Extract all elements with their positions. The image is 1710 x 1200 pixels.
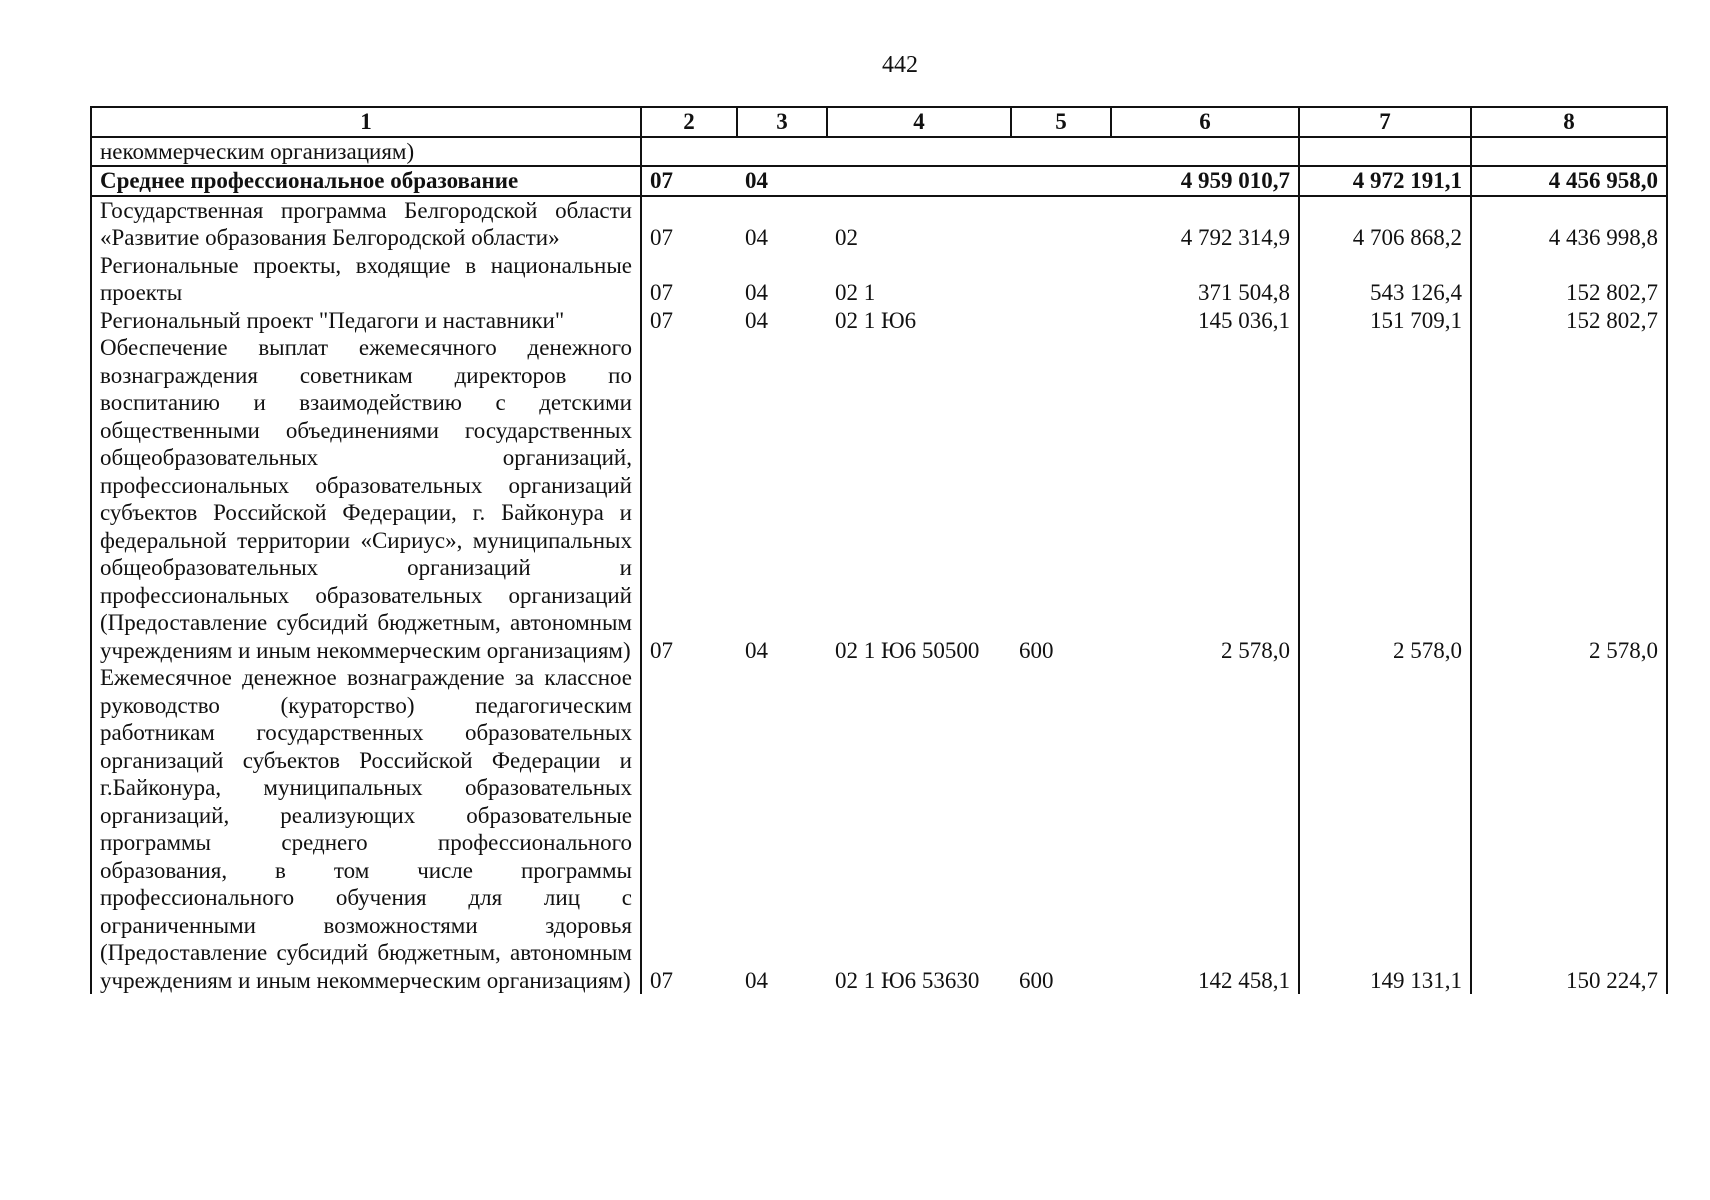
column-header: 7: [1299, 107, 1471, 137]
row-amount-col6: 4 792 314,9: [1180, 225, 1290, 250]
column-header: 6: [1111, 107, 1299, 137]
row-expense-type: [1011, 137, 1111, 167]
row-amount-col7: 2 578,0: [1299, 334, 1471, 664]
row-amount-col8: 2 578,0: [1471, 334, 1667, 664]
row-subsection-code: 04: [745, 967, 768, 993]
column-header: 8: [1471, 107, 1667, 137]
column-header: 5: [1011, 107, 1111, 137]
row-amount-col8: [1471, 137, 1667, 167]
row-amount-col8: 150 224,7: [1471, 664, 1667, 994]
table-row: [91, 252, 1667, 307]
table-row: [91, 307, 1667, 335]
row-subsection-code: 04: [745, 307, 768, 333]
row-subsection-code: 04: [737, 166, 827, 196]
page-number: 442: [882, 52, 918, 78]
table-row-bold: [91, 166, 1667, 196]
row-section-code: 07: [641, 334, 737, 664]
row-amount-col7: 151 709,1: [1299, 307, 1471, 335]
row-section-code: [641, 137, 737, 167]
row-description: Государственная программа Белгородской области «Развитие образования Белгородской области»: [91, 196, 641, 252]
row-section-code: 07: [641, 664, 737, 994]
row-amount-col7: 149 131,1: [1299, 664, 1471, 994]
row-subsection-code: 04: [745, 225, 768, 250]
row-expense-type: [1011, 196, 1111, 252]
row-subsection-code: 04: [745, 637, 768, 663]
row-target-code: [827, 166, 1011, 196]
table-row: [91, 664, 1667, 994]
row-section-code: 07: [641, 166, 737, 196]
row-description: Обеспечение выплат ежемесячного денежного вознаграждения советникам директоров по воспитанию и взаимодействию с детскими общественными объединениями государственных общеобразовательных организаций, профессиональных образовательных организаций субъектов Российской Федерации, г. Байконура и федеральной территории «Сириус», муниципальных общеобразовательных организаций и профессиональных образовательных организаций (Предоставление субсидий бюджетным, автономным учреждениям и иным некоммерческим организациям): [91, 334, 641, 664]
row-section-code: 07: [641, 307, 737, 335]
row-target-code: 02 1 Ю6: [835, 307, 917, 333]
row-target-code: [827, 137, 1011, 167]
row-description: Региональные проекты, входящие в национальные проекты: [91, 252, 641, 307]
row-description: Ежемесячное денежное вознаграждение за классное руководство (кураторство) педагогическим работникам государственных образовательных организаций субъектов Российской Федерации и г.Байконура, муниципальных образовательных организаций, реализующих образовательные программы среднего профессионального образования, в том числе программы профессионального обучения для лиц с ограниченными возможностями здоровья (Предоставление субсидий бюджетным, автономным учреждениям и иным некоммерческим организациям): [91, 664, 641, 994]
row-target-code: 02 1: [835, 280, 876, 305]
row-section-code: 07: [641, 196, 737, 252]
row-amount-col7: 4 972 191,1: [1299, 166, 1471, 196]
row-expense-type: [1011, 252, 1111, 307]
column-header: 2: [641, 107, 737, 137]
row-amount-col6: 145 036,1: [1198, 307, 1290, 333]
table-row: [91, 334, 1667, 664]
row-amount-col6: 371 504,8: [1198, 280, 1290, 305]
row-description: Среднее профессиональное образование: [91, 166, 641, 196]
row-expense-type: [1011, 307, 1111, 335]
header-row: [91, 107, 1667, 137]
column-header: 3: [737, 107, 827, 137]
row-section-code: 07: [641, 252, 737, 307]
row-amount-col8: 4 456 958,0: [1471, 166, 1667, 196]
row-subsection-code: [737, 137, 827, 167]
column-header: 1: [91, 107, 641, 137]
row-amount-col6: 4 959 010,7: [1111, 166, 1299, 196]
table-row: [91, 196, 1667, 252]
budget-table: [90, 106, 1668, 994]
row-amount-col6: 2 578,0: [1221, 637, 1290, 663]
row-target-code: 02 1 Ю6 53630: [835, 967, 980, 993]
row-amount-col6: [1111, 137, 1299, 167]
row-amount-col6: 142 458,1: [1198, 967, 1290, 993]
row-expense-type: 600: [1019, 637, 1054, 663]
row-expense-type: 600: [1019, 967, 1054, 993]
row-amount-col7: 4 706 868,2: [1299, 196, 1471, 252]
row-description: Региональный проект "Педагоги и наставники": [91, 307, 641, 335]
row-subsection-code: 04: [745, 280, 768, 305]
row-amount-col8: 4 436 998,8: [1471, 196, 1667, 252]
row-amount-col8: 152 802,7: [1471, 252, 1667, 307]
row-description: некоммерческим организациям): [91, 137, 641, 167]
column-header: 4: [827, 107, 1011, 137]
table-row: [91, 137, 1667, 167]
row-target-code: 02: [835, 225, 858, 250]
row-amount-col7: 543 126,4: [1299, 252, 1471, 307]
row-amount-col7: [1299, 137, 1471, 167]
row-amount-col8: 152 802,7: [1471, 307, 1667, 335]
row-expense-type: [1011, 166, 1111, 196]
row-target-code: 02 1 Ю6 50500: [835, 637, 980, 663]
